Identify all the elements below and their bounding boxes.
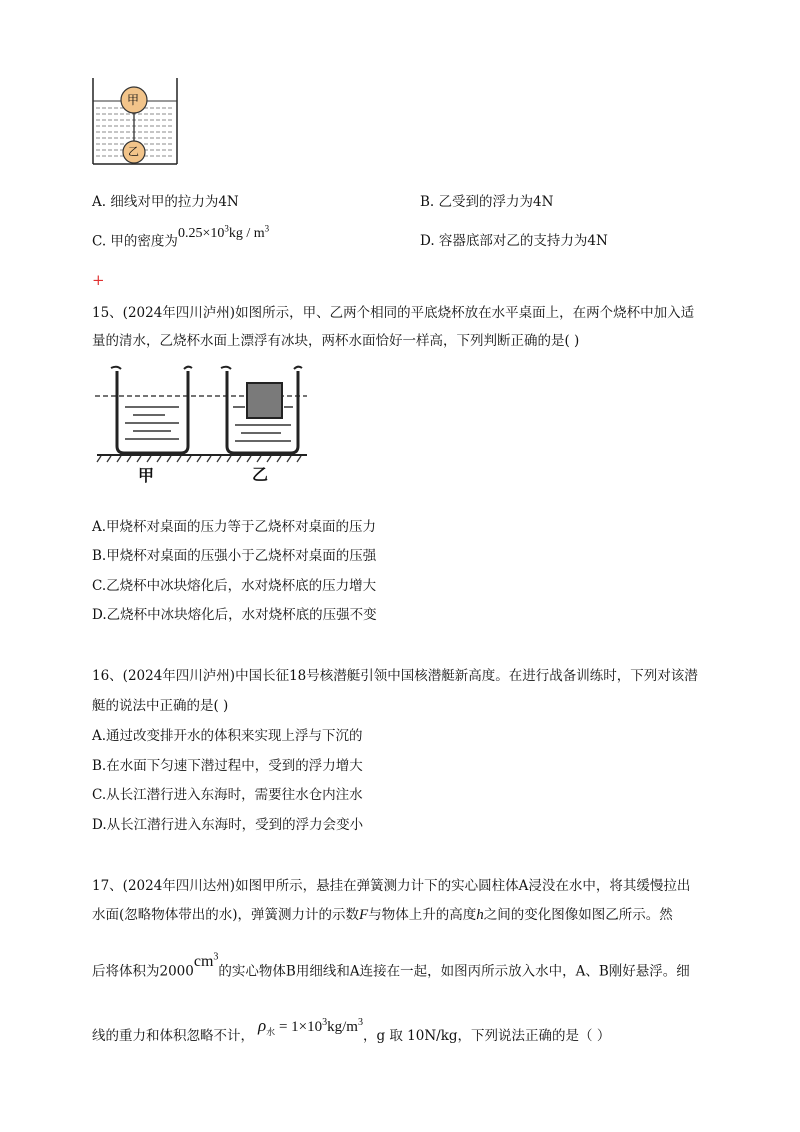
q17-unit-cm3: $cm^3$: [193, 952, 219, 971]
q17-density-formula: $\rho_水 = 1\times 10^3kg/m^3$: [258, 1016, 363, 1037]
q14-option-c-formula: $0.25\times 10^3kg / m^3$: [177, 223, 270, 241]
q15-option-b: B.甲烧杯对桌面的压强小于乙烧杯对桌面的压强: [92, 548, 377, 564]
q15-stem-line2: 量的清水，乙烧杯水面上漂浮有冰块，两杯水面恰好一样高，下列判断正确的是( ): [92, 333, 580, 349]
q14-label-yi: 乙: [128, 145, 139, 158]
q14-option-c-prefix: C. 甲的密度为: [92, 233, 178, 250]
q15-label-yi: 乙: [252, 465, 269, 484]
q15-option-c: C.乙烧杯中冰块熔化后，水对烧杯底的压力增大: [92, 578, 377, 594]
q17-stem-line3: 后将体积为$2000cm^3$的实心物体B用细线和A连接在一起，如图丙所示放入水中，A、B刚好悬浮。细: [92, 952, 690, 980]
q15-figure: [95, 363, 310, 463]
q14-option-d: D. 容器底部对乙的支持力为4N: [420, 233, 608, 249]
q16-stem-line2: 艇的说法中正确的是( ): [92, 698, 229, 714]
plus-mark: +: [92, 271, 105, 289]
q15-option-a: A.甲烧杯对桌面的压力等于乙烧杯对桌面的压力: [92, 519, 377, 535]
q17-symbol-f: F: [359, 907, 369, 923]
q16-stem-line1: 16、(2024年四川泸州)中国长征18号核潜艇引领中国核潜艇新高度。在进行战备训练时，下列对该潜: [92, 668, 698, 684]
q16-option-d: D.从长江潜行进入东海时，受到的浮力会变小: [92, 817, 364, 833]
q14-label-jia: 甲: [127, 93, 140, 107]
q16-option-a: A.通过改变排开水的体积来实现上浮与下沉的: [92, 728, 363, 744]
q17-stem-line2: 水面(忽略物体带出的水)，弹簧测力计的示数F与物体上升的高度h之间的变化图像如图乙所示。然: [92, 907, 673, 923]
q15-label-jia: 甲: [138, 466, 155, 485]
q14-option-b: B. 乙受到的浮力为4N: [420, 194, 554, 210]
q16-option-c: C.从长江潜行进入东海时，需要往水仓内注水: [92, 787, 363, 803]
q15-option-d: D.乙烧杯中冰块熔化后，水对烧杯底的压强不变: [92, 607, 377, 623]
q15-stem-line1: 15、(2024年四川泸州)如图所示，甲、乙两个相同的平底烧杯放在水平桌面上，在两个烧杯中加入适: [92, 305, 695, 321]
q14-option-a: A. 细线对甲的拉力为4N: [92, 194, 239, 210]
q14-option-c: [92, 223, 270, 252]
q16-option-b: B.在水面下匀速下潜过程中，受到的浮力增大: [92, 758, 363, 774]
q17-stem-line4: 线的重力和体积忽略不计，$\rho_水 = 1\times 10^3kg/m^3$，g 取 10N/kg，下列说法正确的是（ ）: [92, 1016, 611, 1044]
q17-symbol-h: h: [476, 907, 484, 923]
q17-stem-line1: 17、(2024年四川达州)如图甲所示，悬挂在弹簧测力计下的实心圆柱体A浸没在水中，将其缓慢拉出: [92, 878, 691, 894]
